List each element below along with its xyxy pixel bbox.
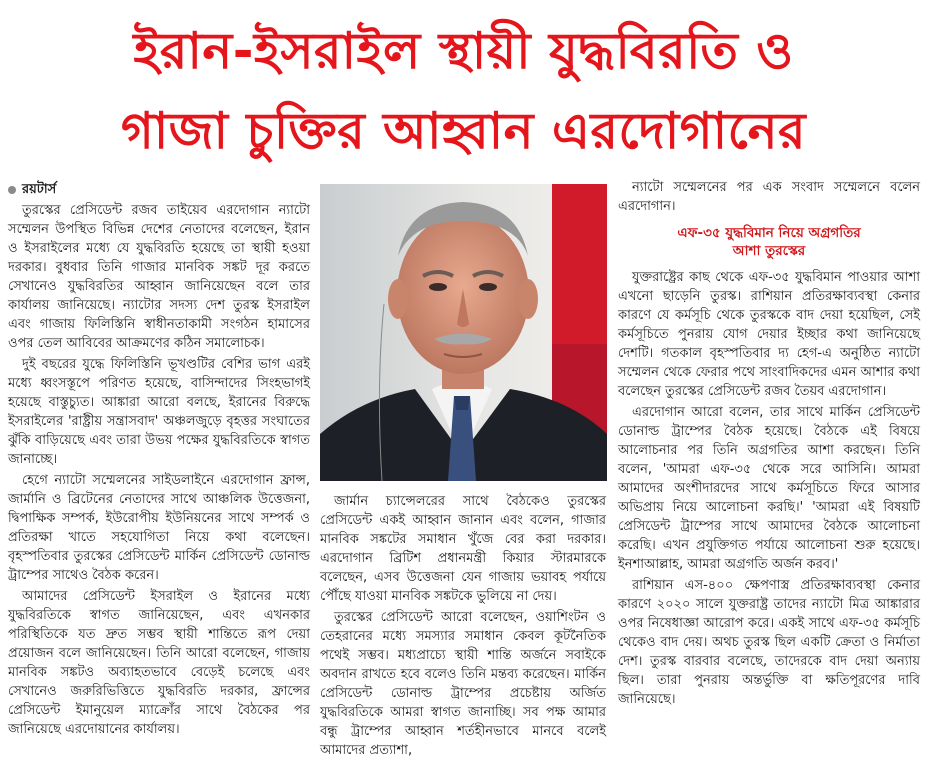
paragraph: রাশিয়ান এস-৪০০ ক্ষেপণাস্ত্র প্রতিরক্ষাব্যবস্থা কেনার কারণে ২০২০ সালে যুক্তরাষ্ট্র তাদের ন্যাটো মিত্র আঙ্কারার ওপর নিষেধাজ্ঞা আরোপ করে। একই সাথে এফ-৩৫ কর্মসূচি থেকেও বাদ দেয়। অথচ তুরস্ক ছিল একটি ক্রেতা ও নির্মাতা দেশ। তুরস্ক বারবার বলেছে, তাদেরকে বাদ দেয়া অন্যায় ছিল। তারা পুনরায় অন্তর্ভুক্তি বা ক্ষতিপূরণের দাবি জানিয়েছে।	[618, 578, 920, 707]
paragraph: হেগে ন্যাটো সম্মেলনের সাইডলাইনে এরদোগান ফ্রান্স, জার্মানি ও ব্রিটেনের নেতাদের সাথে আঞ্চলিক উত্তেজনা, দ্বিপাক্ষিক সম্পর্ক, ইউরোপীয় ইউনিয়নের সাথে সম্পর্ক ও প্রতিরক্ষা খাতে সহযোগিতা নিয়ে কথা বলেছেন। বৃহস্পতিবার তুরস্কের প্রেসিডেন্ট মার্কিন প্রেসিডেন্ট ডোনাল্ড ট্রাম্পের সাথেও বৈঠক করেন।	[8, 473, 310, 583]
byline	[8, 180, 310, 199]
paragraph: যুক্তরাষ্ট্রের কাছ থেকে এফ-৩৫ যুদ্ধবিমান পাওয়ার আশা এখনো ছাড়েনি তুরস্ক। রাশিয়ান প্রতিরক্ষাব্যবস্থা কেনার কারণে যে কর্মসূচি থেকে তুরস্ককে বাদ দেয়া হয়েছিল, সেই কর্মসূচিতে পুনরায় যোগ দেয়ার ইচ্ছার কথা জানিয়েছে দেশটি। গতকাল বৃহস্পতিবার দ্য হেগ-এ অনুষ্ঠিত ন্যাটো সম্মেলন থেকে ফেরার পথে সাংবাদিকদের এমন আশার কথা বলেছেন তুরস্কের প্রেসিডেন্ট রজব তৈয়ব এরদোগান।	[618, 270, 920, 399]
paragraph: তুরস্কের প্রেসিডেন্ট আরো বলেছেন, ওয়াশিংটন ও তেহরানের মধ্যে সমস্যার সমাধান কেবল কূটনৈতিক পথেই সম্ভব। মধ্যপ্রাচ্যে স্থায়ী শান্তি অর্জনে সবাইকে অবদান রাখতে হবে বলেও তিনি মন্তব্য করেছেন। মার্কিন প্রেসিডেন্ট ডোনাল্ড ট্রাম্পের প্রচেষ্টায় অর্জিত যুদ্ধবিরতিকে আমরা স্বাগত জানাচ্ছি। সব পক্ষ আমার বন্ধু ট্রাম্পের আহ্বান শর্তহীনভাবে মানবে বলেই আমাদের প্রত্যাশা,	[320, 610, 606, 758]
portrait-image	[320, 184, 607, 481]
subheading-line-1: এফ-৩৫ যুদ্ধবিমান নিয়ে অগ্রগতির	[677, 225, 861, 241]
headline	[0, 0, 927, 172]
paragraph: আমাদের প্রেসিডেন্ট ইসরাইল ও ইরানের মধ্যে যুদ্ধবিরতিকে স্বাগত জানিয়েছেন, এবং এখনকার পরিস্থিতিকে যত দ্রুত সম্ভব স্থায়ী শান্তিতে রূপ দেয়া প্রয়োজন বলে জানিয়েছেন। তিনি আরো বলেছেন, গাজায় মানবিক সঙ্কটও অব্যাহতভাবে বেড়েই চলেছে এবং সেখানেও জরুরিভিত্তিতে যুদ্ধবিরতি দরকার, ফ্রান্সের প্রেসিডেন্ট ইমানুয়েল ম্যাক্রোঁর সাথে বৈঠকের পর জানিয়েছে এরদোয়ানের কার্যালয়।	[8, 589, 310, 737]
column-middle	[320, 492, 606, 762]
headline-line-2: গাজা চুক্তির আহ্বান এরদোগানের	[120, 102, 807, 160]
paragraph: জার্মান চ্যান্সেলরের সাথে বৈঠকেও তুরস্কের প্রেসিডেন্ট একই আহ্বান জানান এবং বলেন, গাজার মানবিক সঙ্কটের সমাধান খুঁজে বের করা দরকার। এরদোগান ব্রিটিশ প্রধানমন্ত্রী কিয়ার স্টারমারকে বলেছেন, এসব উত্তেজনা যেন গাজায় ভয়াবহ পর্যায়ে পৌঁছে যাওয়া মানবিক সঙ্কটকে ভুলিয়ে না দেয়।	[320, 494, 606, 604]
headline-line-1: ইরান-ইসরাইল স্থায়ী যুদ্ধবিরতি ও	[133, 22, 794, 80]
column-left	[8, 180, 310, 741]
bullet-icon	[8, 186, 16, 194]
column-right	[618, 178, 920, 711]
paragraph: তুরস্কের প্রেসিডেন্ট রজব তাইয়েব এরদোগান ন্যাটো সম্মেলন উপস্থিত বিভিন্ন দেশের নেতাদের বলেছেন, ইরান ও ইসরাইলের মধ্যে যে যুদ্ধবিরতি হয়েছে তা স্থায়ী হওয়া দরকার। বুধবার তিনি গাজার মানবিক সঙ্কট দূর করতে সেখানেও যুদ্ধবিরতির আহ্বান জানিয়েছেন বলে তার কার্যালয় জানিয়েছে। ন্যাটোর সদস্য দেশ তুরস্ক ইসরাইল এবং গাজায় ফিলিস্তিনি স্বাধীনতাকামী সংগঠন হামাসের ওপর তেল আবিবের আক্রমণের কঠিন সমালোচক।	[8, 203, 310, 351]
subheading	[618, 224, 920, 260]
paragraph: এরদোগান আরো বলেন, তার সাথে মার্কিন প্রেসিডেন্ট ডোনাল্ড ট্রাম্পের বৈঠক হয়েছে। বৈঠকে এই বিষয়ে আলোচনার পর তিনি অগ্রগতির আশা করছেন। তিনি বলেন, 'আমরা এফ-৩৫ থেকে সরে আসিনি। আমরা আমাদের অংশীদারদের সাথে কর্মসূচিতে ফিরে আসার অভিপ্রায় নিয়ে আলোচনা করছি।' 'আমরা এই বিষয়টি প্রেসিডেন্ট ট্রাম্পের সাথে আমাদের বৈঠকে আলোচনা করেছি। এখন প্রযুক্তিগত পর্যায়ে আলোচনা শুরু হয়েছে। ইনশাআল্লাহ, আমরা অগ্রগতি অর্জন করব।'	[618, 405, 920, 572]
article-photo	[320, 184, 607, 481]
byline-source: রয়টার্স	[22, 182, 57, 197]
subheading-line-2: আশা তুরস্কের	[732, 243, 806, 259]
paragraph: ন্যাটো সম্মেলনের পর এক সংবাদ সম্মেলনে বলেন এরদোগান।	[618, 180, 920, 214]
paragraph: দুই বছরের যুদ্ধে ফিলিস্তিনি ভূখণ্ডটির বেশির ভাগ এরই মধ্যে ধ্বংসস্তূপে পরিণত হয়েছে, বাসিন্দাদের সিংহভাগই হয়েছে বাস্তুচ্যুত। আঙ্কারা আরো বলছে, ইরানের বিরুদ্ধে ইসরাইলের 'রাষ্ট্রীয় সন্ত্রাসবাদ' অঞ্চলজুড়ে বৃহত্তর সংঘাতের ঝুঁকি বাড়িয়েছে এবং তারা উভয় পক্ষের যুদ্ধবিরতিকে স্বাগত জানাচ্ছে।	[8, 357, 310, 467]
